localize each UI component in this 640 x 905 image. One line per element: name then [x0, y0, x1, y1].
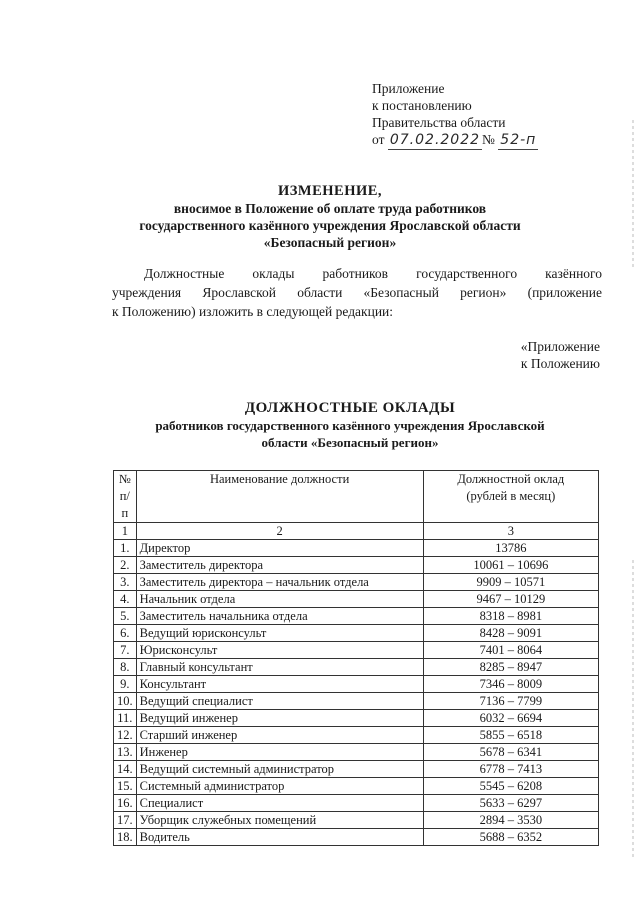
attachment-line: Приложение — [372, 81, 445, 96]
table-row — [114, 625, 599, 642]
row-number: 2. — [114, 557, 137, 574]
title-line: «Безопасный регион» — [263, 235, 397, 250]
row-salary: 5855 – 6518 — [423, 727, 598, 744]
number-sign: № — [482, 132, 495, 147]
row-position-name: Уборщик служебных помещений — [136, 812, 423, 829]
header-salary — [423, 471, 598, 523]
table-row — [114, 642, 599, 659]
title-heading: ИЗМЕНЕНИЕ, — [277, 183, 383, 199]
row-salary: 10061 – 10696 — [423, 557, 598, 574]
row-position-name: Водитель — [136, 829, 423, 846]
title-line: вносимое в Положение об оплате труда работников — [173, 201, 487, 216]
row-salary: 7346 – 8009 — [423, 676, 598, 693]
appendix-reference — [521, 338, 600, 372]
row-number: 15. — [114, 778, 137, 795]
from-prefix: от — [372, 132, 385, 147]
row-number: 7. — [114, 642, 137, 659]
row-number: 17. — [114, 812, 137, 829]
table-row — [114, 727, 599, 744]
row-number: 3. — [114, 574, 137, 591]
row-number: 10. — [114, 693, 137, 710]
row-salary: 9909 – 10571 — [423, 574, 598, 591]
header-salary-line: (рублей в месяц) — [466, 489, 556, 503]
table-row — [114, 591, 599, 608]
table-row — [114, 812, 599, 829]
table-row — [114, 693, 599, 710]
table-row — [114, 744, 599, 761]
table-row — [114, 778, 599, 795]
attachment-line: к постановлению — [372, 98, 472, 113]
paragraph-line: Должностные оклады работников государственного казённого — [144, 266, 602, 281]
attachment-header — [372, 80, 538, 150]
row-number: 13. — [114, 744, 137, 761]
paragraph-line: учреждения Ярославской области «Безопасный регион» (приложение — [112, 285, 602, 300]
table-subheading: работников государственного казённого учреждения Ярославской — [155, 418, 545, 433]
row-number: 16. — [114, 795, 137, 812]
row-number: 9. — [114, 676, 137, 693]
row-salary: 8285 – 8947 — [423, 659, 598, 676]
row-position-name: Ведущий специалист — [136, 693, 423, 710]
row-number: 5. — [114, 608, 137, 625]
row-number: 11. — [114, 710, 137, 727]
attachment-line: Правительства области — [372, 115, 506, 130]
table-row — [114, 829, 599, 846]
row-salary: 6778 – 7413 — [423, 761, 598, 778]
row-number: 8. — [114, 659, 137, 676]
row-salary: 9467 – 10129 — [423, 591, 598, 608]
title-line: государственного казённого учреждения Ярославской области — [139, 218, 521, 233]
table-row — [114, 676, 599, 693]
row-position-name: Ведущий инженер — [136, 710, 423, 727]
header-number-line: п/п — [119, 489, 130, 520]
table-row — [114, 540, 599, 557]
row-number: 12. — [114, 727, 137, 744]
table-row — [114, 574, 599, 591]
row-position-name: Заместитель начальника отдела — [136, 608, 423, 625]
row-salary: 8428 – 9091 — [423, 625, 598, 642]
row-salary: 2894 – 3530 — [423, 812, 598, 829]
row-salary: 7136 – 7799 — [423, 693, 598, 710]
column-index: 3 — [423, 523, 598, 540]
row-position-name: Заместитель директора — [136, 557, 423, 574]
row-salary: 5678 – 6341 — [423, 744, 598, 761]
table-row — [114, 710, 599, 727]
column-index-row — [114, 523, 599, 540]
row-salary: 5633 – 6297 — [423, 795, 598, 812]
table-row — [114, 659, 599, 676]
table-row — [114, 608, 599, 625]
table-row — [114, 557, 599, 574]
row-position-name: Юрисконсульт — [136, 642, 423, 659]
row-salary: 6032 – 6694 — [423, 710, 598, 727]
header-position-name: Наименование должности — [136, 471, 423, 523]
row-number: 1. — [114, 540, 137, 557]
row-position-name: Главный консультант — [136, 659, 423, 676]
table-subheading: области «Безопасный регион» — [261, 435, 439, 450]
table-row — [114, 795, 599, 812]
row-position-name: Консультант — [136, 676, 423, 693]
row-salary: 5688 – 6352 — [423, 829, 598, 846]
column-index: 1 — [114, 523, 137, 540]
row-salary: 7401 – 8064 — [423, 642, 598, 659]
body-paragraph — [112, 264, 602, 321]
row-number: 14. — [114, 761, 137, 778]
salary-table — [113, 470, 599, 846]
table-row — [114, 761, 599, 778]
row-number: 18. — [114, 829, 137, 846]
appendix-line: к Положению — [520, 356, 600, 371]
row-number: 4. — [114, 591, 137, 608]
row-position-name: Специалист — [136, 795, 423, 812]
scan-edge-mark — [632, 560, 634, 860]
appendix-line: «Приложение — [520, 339, 600, 354]
row-position-name: Начальник отдела — [136, 591, 423, 608]
header-salary-line: Должностной оклад — [457, 472, 565, 486]
row-position-name: Директор — [136, 540, 423, 557]
document-title — [100, 183, 560, 251]
row-position-name: Системный администратор — [136, 778, 423, 795]
handwritten-date: 07.02.2022 — [389, 132, 481, 148]
row-number: 6. — [114, 625, 137, 642]
handwritten-number: 52-п — [500, 132, 537, 148]
row-position-name: Заместитель директора – начальник отдела — [136, 574, 423, 591]
row-salary: 8318 – 8981 — [423, 608, 598, 625]
table-header-row — [114, 471, 599, 523]
row-position-name: Старший инженер — [136, 727, 423, 744]
table-title — [100, 400, 600, 451]
row-position-name: Ведущий системный администратор — [136, 761, 423, 778]
header-number — [114, 471, 137, 523]
paragraph-line: к Положению) изложить в следующей редакции: — [112, 304, 394, 319]
row-salary: 5545 – 6208 — [423, 778, 598, 795]
table-heading: ДОЛЖНОСТНЫЕ ОКЛАДЫ — [244, 400, 456, 416]
row-position-name: Ведущий юрисконсульт — [136, 625, 423, 642]
row-position-name: Инженер — [136, 744, 423, 761]
header-number-line: № — [118, 472, 131, 486]
attachment-date-line — [372, 131, 538, 150]
column-index: 2 — [136, 523, 423, 540]
scan-edge-mark — [632, 120, 634, 270]
row-salary: 13786 — [423, 540, 598, 557]
